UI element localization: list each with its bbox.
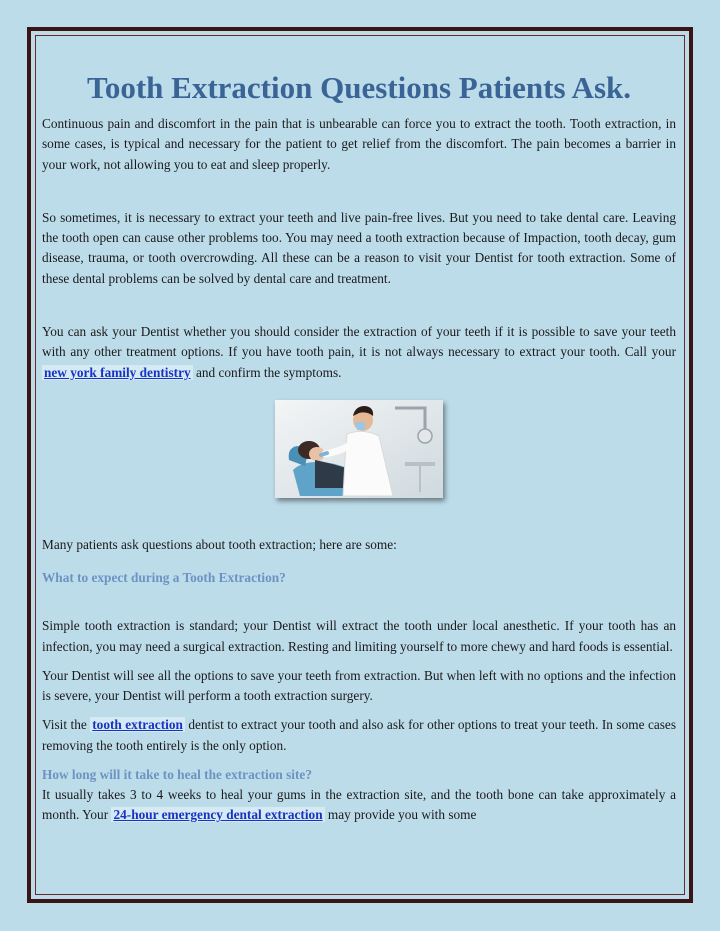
paragraph-healing	[42, 785, 676, 826]
document-body	[42, 70, 676, 826]
text-span: Visit the	[42, 717, 91, 733]
page-title: Tooth Extraction Questions Patients Ask.	[87, 70, 631, 105]
link-tooth-extraction[interactable]: tooth extraction	[92, 717, 183, 733]
dentist-treating-patient-photo-icon	[275, 400, 443, 498]
subheading-healing-time: How long will it take to heal the extraction site?	[42, 767, 312, 783]
paragraph-simple-extraction: Simple tooth extraction is standard; your Dentist will extract the tooth under local anesthetic. If your tooth has an infection, you may need a surgical extraction. Resting and limiting yourself to more chewy and hard foods is essential.	[42, 618, 676, 654]
text-span: may provide you with some	[324, 807, 477, 823]
paragraph-ask-dentist	[42, 322, 676, 383]
text-span: dentist to extract your tooth and also ask for other options to treat your teeth. In some cases removing the tooth entirely is the only option.	[42, 717, 676, 753]
paragraph-visit	[42, 715, 676, 756]
paragraph-questions-intro: Many patients ask questions about tooth extraction; here are some:	[42, 536, 397, 552]
paragraph-intro: Continuous pain and discomfort in the pain that is unbearable can force you to extract the tooth. Tooth extraction, in some cases, is typical and necessary for the patient to get relief from the discomfort. The pain becomes a barrier in your work, not allowing you to eat and sleep properly.	[42, 116, 676, 172]
dentist-photo	[275, 400, 443, 498]
link-24-hour-emergency-dental-extraction[interactable]: 24-hour emergency dental extraction	[113, 807, 323, 823]
text-span: and confirm the symptoms.	[192, 364, 342, 380]
text-span: It usually takes 3 to 4 weeks to heal your gums in the extraction site, and the tooth bone can take approximately a month. Your	[42, 787, 676, 823]
paragraph-reasons: So sometimes, it is necessary to extract your teeth and live pain-free lives. But you need to take dental care. Leaving the tooth open can cause other problems too. You may need a tooth extraction because of Impaction, tooth decay, gum disease, trauma, or tooth overcrowding. All these can be a reason to visit your Dentist for tooth extraction. Some of these dental problems can be solved by dental care and treatment.	[42, 209, 676, 286]
text-span: You can ask your Dentist whether you should consider the extraction of your teeth if it is possible to save your teeth with any other treatment options. If you have tooth pain, it is not always necessary to extract your tooth. Call your	[42, 324, 676, 360]
subheading-what-to-expect: What to expect during a Tooth Extraction?	[42, 570, 286, 586]
paragraph-options: Your Dentist will see all the options to save your teeth from extraction. But when left with no options and the infection is severe, your Dentist will perform a tooth extraction surgery.	[42, 667, 676, 704]
link-new-york-family-dentistry[interactable]: new york family dentistry	[44, 364, 191, 380]
